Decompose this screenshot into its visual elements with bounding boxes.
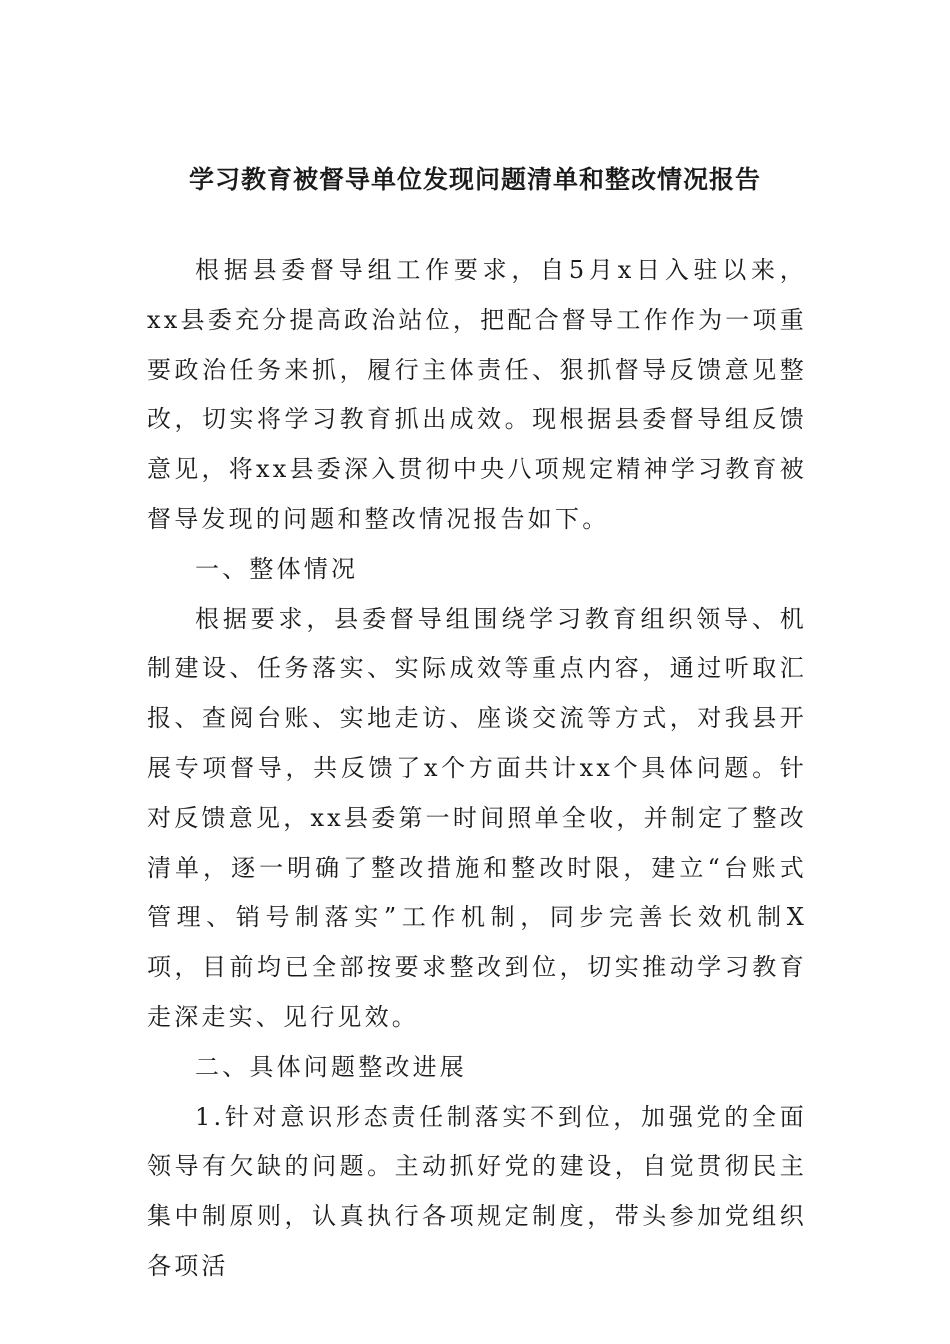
paragraph-overall: 根据要求，县委督导组围绕学习教育组织领导、机制建设、任务落实、实际成效等重点内容，通过听取汇报、查阅台账、实地走访、座谈交流等方式，对我县开展专项督导，共反馈了x个方面共计xx个具体问题。针对反馈意见，xx县委第一时间照单全收，并制定了整改清单，逐一明确了整改措施和整改时限，建立“台账式管理、销号制落实”工作机制，同步完善长效机制X项，目前均已全部按要求整改到位，切实推动学习教育走深走实、见行见效。 <box>147 604 807 1031</box>
section-heading-overall: 一、整体情况 <box>195 554 359 583</box>
paragraph-intro: 根据县委督导组工作要求，自5月x日入驻以来，xx县委充分提高政治站位，把配合督导工作作为一项重要政治任务来抓，履行主体责任、狠抓督导反馈意见整改，切实将学习教育抓出成效。现根据县委督导组反馈意见，将xx县委深入贯彻中央八项规定精神学习教育被督导发现的问题和整改情况报告如下。 <box>147 256 807 533</box>
paragraph-item-1: 1.针对意识形态责任制落实不到位，加强党的全面领导有欠缺的问题。主动抓好党的建设，自觉贯彻民主集中制原则，认真执行各项规定制度，带头参加党组织各项活 <box>147 1102 807 1280</box>
section-heading-progress: 二、具体问题整改进展 <box>195 1052 467 1081</box>
document-body <box>147 246 807 1292</box>
document-title: 学习教育被督导单位发现问题清单和整改情况报告 <box>188 165 761 194</box>
